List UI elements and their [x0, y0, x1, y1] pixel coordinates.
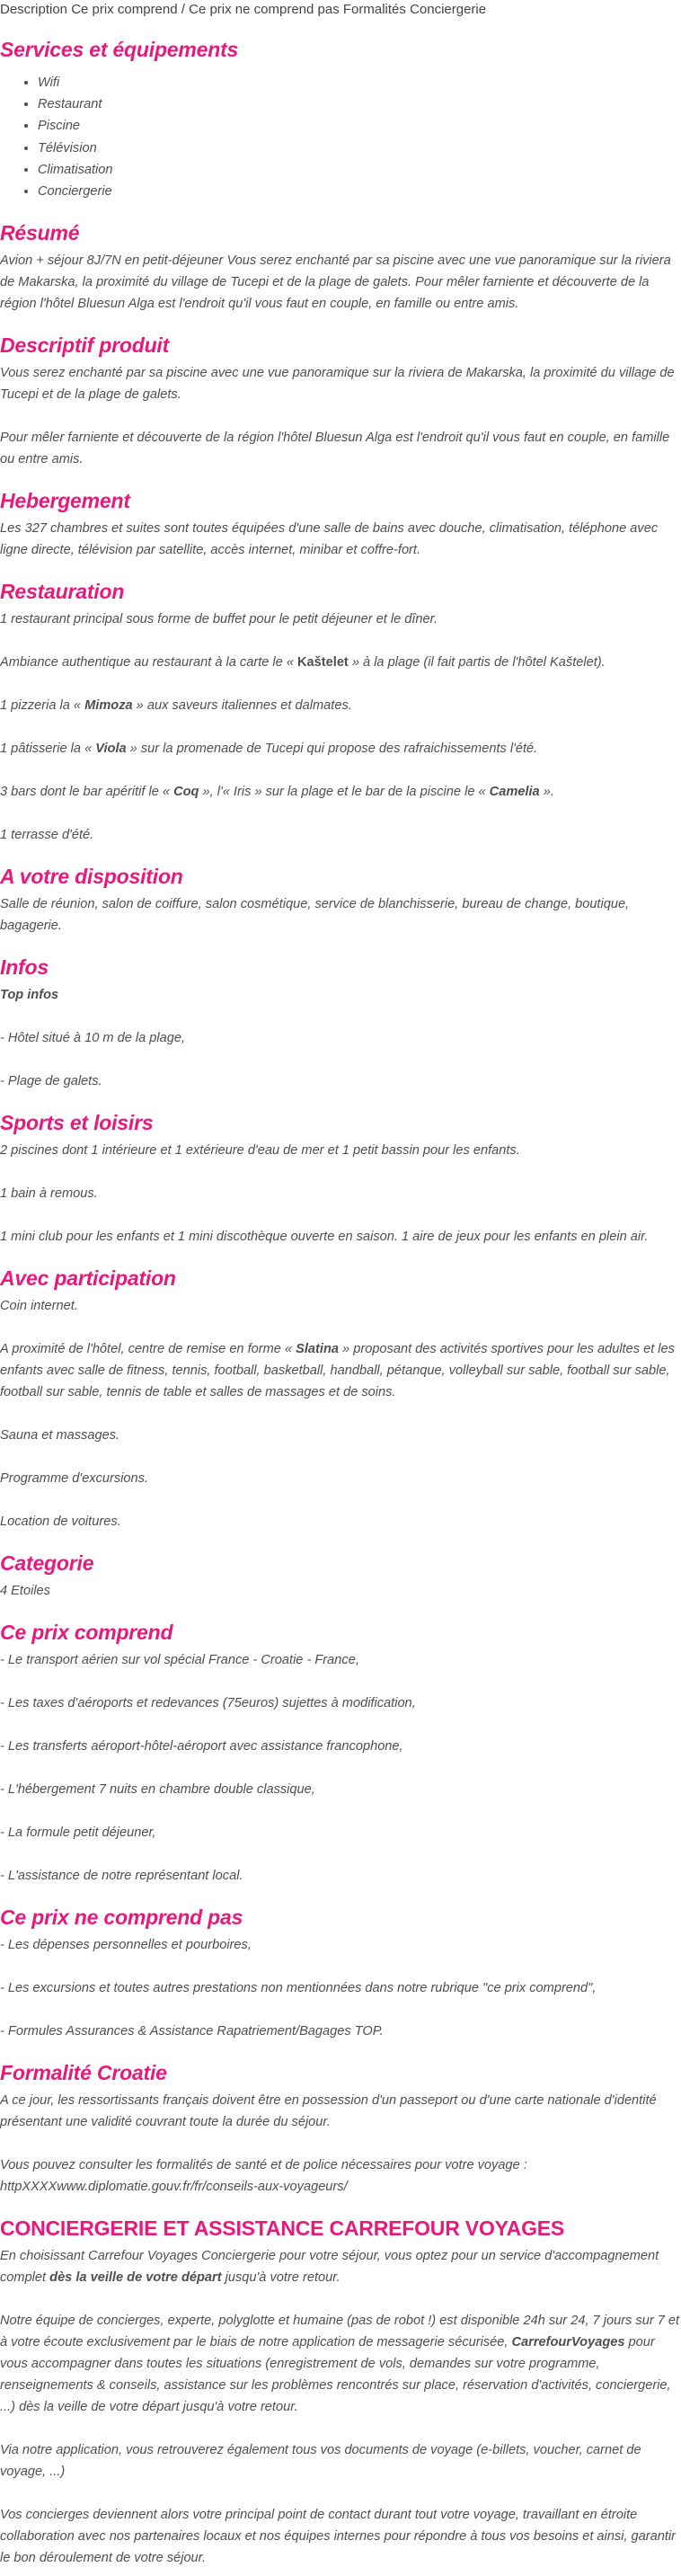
non-comprend-item: - Les dépenses personnelles et pourboires,	[0, 1938, 252, 1953]
comprend-title: Ce prix comprend	[0, 1621, 173, 1645]
bar-name: Camelia	[489, 785, 540, 800]
amenity-item: • Piscine	[38, 115, 681, 137]
tab-prix-comprend[interactable]: Ce prix comprend	[71, 2, 178, 17]
restauration-p1: 1 restaurant principal sous forme de buffet pour le petit déjeuner et le dîner.	[0, 612, 438, 627]
center-name: Slatina	[296, 1342, 339, 1357]
tab-separator: /	[177, 2, 190, 17]
sports-p1: 2 piscines dont 1 intérieure et 1 extérieure d'eau de mer et 1 petit bassin pour les enfants.	[0, 1143, 520, 1159]
non-comprend-title: Ce prix ne comprend pas	[0, 1905, 243, 1930]
restauration-title: Restauration	[0, 580, 125, 604]
restauration-p4	[0, 738, 681, 759]
conciergerie-p2	[0, 2310, 681, 2418]
categorie-text: 4 Etoiles	[0, 1584, 50, 1599]
tab-description[interactable]: Description	[0, 2, 68, 17]
participation-p4: Programme d'excursions.	[0, 1471, 148, 1487]
services-title: Services et équipements	[0, 38, 239, 61]
infos-l1: - Hôtel situé à 10 m de la plage,	[0, 1031, 186, 1046]
amenity-item: • Climatisation	[38, 159, 681, 181]
text-run: ».	[539, 785, 554, 800]
bar-name: Coq	[173, 785, 199, 800]
comprend-item: - Le transport aérien sur vol spécial France - Croatie - France,	[0, 1653, 359, 1668]
text-run: 1 pizzeria la «	[0, 698, 85, 714]
restauration-p3	[0, 695, 681, 716]
comprend-item: - L'assistance de notre représentant local.	[0, 1869, 243, 1884]
text-run: 3 bars dont le bar apéritif le «	[0, 785, 174, 800]
restauration-p5	[0, 781, 681, 803]
hebergement-text: Les 327 chambres et suites sont toutes équipées d'une salle de bains avec douche, climatisation, téléphone avec ligne directe, télévision par satellite, accès internet, minibar et coffre-fort.	[0, 521, 659, 558]
text-run: A proximité de l'hôtel, centre de remise en forme «	[0, 1342, 296, 1357]
resume-text: Avion + séjour 8J/7N en petit-déjeuner Vous serez enchanté par sa piscine avec une vue panoramique sur la riviera de Makarska, la proximité du village de Tucepi et de la plage de galets. Pour mêler farniente et découverte de la région l'hôtel Bluesun Alga est l'endroit qu'il vous faut en couple, en famille ou entre amis.	[0, 253, 671, 312]
conciergerie-p1	[0, 2245, 681, 2288]
descriptif-p1: Vous serez enchanté par sa piscine avec une vue panoramique sur la riviera de Makarska, la proximité du village de Tucepi et de la plage de galets.	[0, 366, 675, 403]
tab-nav	[0, 0, 681, 19]
text-run: jusqu'à votre retour.	[221, 2270, 340, 2286]
comprend-item: - L'hébergement 7 nuits en chambre double classique,	[0, 1782, 315, 1798]
tab-formalites[interactable]: Formalités	[342, 2, 406, 17]
amenity-item: • Conciergerie	[38, 181, 681, 202]
infos-title: Infos	[0, 955, 49, 980]
comprend-item: - La formule petit déjeuner,	[0, 1825, 156, 1841]
restauration-p6: 1 terrasse d'été.	[0, 828, 94, 843]
non-comprend-item: - Formules Assurances & Assistance Rapatriement/Bagages TOP.	[0, 2024, 384, 2039]
text-run: En choisissant Carrefour Voyages Conciergerie pour votre séjour, vous optez pour un service d'accompagnement complet	[0, 2249, 659, 2286]
patisserie-name: Viola	[95, 742, 127, 757]
text-run: pour vous accompagner dans toutes les situations (enregistrement de vols, demandes sur votre programme, renseignements & conseils, assistance sur les problèmes rencontrés sur place, réservation d'activités, conciergerie, ...) dès la veille de votre départ jusqu'à votre retour.	[0, 2335, 671, 2415]
categorie-title: Categorie	[0, 1551, 94, 1576]
app-name: CarrefourVoyages	[511, 2335, 625, 2350]
participation-p5: Location de voitures.	[0, 1515, 121, 1530]
amenity-item: • Restaurant	[38, 93, 681, 115]
participation-title: Avec participation	[0, 1266, 176, 1291]
conciergerie-p4: Vos concierges deviennent alors votre principal point de contact durant tout votre voyage, travaillant en étroite collaboration avec nos partenaires locaux et nos équipes internes pour répondre à tous vos besoins et ainsi, garantir le bon déroulement de votre séjour.	[0, 2508, 677, 2566]
formalite-p2: Vous pouvez consulter les formalités de santé et de police nécessaires pour votre voyage : httpXXXXwww.diplomatie.gouv.fr/fr/conseils-aux-voyageurs/	[0, 2158, 527, 2195]
comprend-item: - Les transferts aéroport-hôtel-aéroport avec assistance francophone,	[0, 1739, 403, 1754]
text-run: » sur la promenade de Tucepi qui propose des rafraichissements l'été.	[126, 742, 538, 757]
text-run: » proposant des activités sportives pour les adultes et les enfants avec salle de fitness, tennis, football, basketball, handball, pétanque, volleyball sur sable, football sur sable, football sur sable, tennis de table et salles de massages et de soins.	[0, 1342, 675, 1400]
restauration-p2	[0, 652, 681, 673]
participation-p1: Coin internet.	[0, 1299, 78, 1314]
tab-prix-non-comprend[interactable]: Ce prix ne comprend pas	[189, 2, 340, 17]
amenity-item: • Télévision	[38, 138, 681, 159]
formalite-title: Formalité Croatie	[0, 2061, 167, 2085]
text-run: 1 pâtisserie la «	[0, 742, 96, 757]
descriptif-title: Descriptif produit	[0, 333, 170, 358]
pizzeria-name: Mimoza	[84, 698, 133, 714]
sports-title: Sports et loisirs	[0, 1111, 154, 1135]
sports-p3: 1 mini club pour les enfants et 1 mini discothèque ouverte en saison. 1 aire de jeux pour les enfants en plein air.	[0, 1230, 649, 1245]
participation-p2	[0, 1338, 681, 1403]
disposition-text: Salle de réunion, salon de coiffure, salon cosmétique, service de blanchisserie, bureau de change, boutique, bagagerie.	[0, 897, 630, 934]
comprend-item: - Les taxes d'aéroports et redevances (75euros) sujettes à modification,	[0, 1696, 416, 1711]
formalite-p1: A ce jour, les ressortissants français doivent être en possession d'un passeport ou d'une carte nationale d'identité présentant une validité couvrant toute la durée du séjour.	[0, 2093, 657, 2130]
text-run: », l'« Iris » sur la plage et le bar de la piscine le «	[199, 785, 490, 800]
text-run: Notre équipe de concierges, experte, polyglotte et humaine (pas de robot !) est disponible 24h sur 24, 7 jours sur 7 et à votre écoute exclusivement par le biais de notre application de messagerie sécurisée,	[0, 2314, 680, 2350]
text-run: Ambiance authentique au restaurant à la carte le «	[0, 655, 298, 671]
restaurant-name: Kaštelet	[297, 655, 349, 671]
conciergerie-title: CONCIERGERIE ET ASSISTANCE CARREFOUR VOYAGES	[0, 2216, 565, 2241]
text-run: » aux saveurs italiennes et dalmates.	[132, 698, 352, 714]
amenities-list	[0, 72, 681, 202]
descriptif-p2: Pour mêler farniente et découverte de la région l'hôtel Bluesun Alga est l'endroit qu'il vous faut en couple, en famille ou entre amis.	[0, 431, 670, 467]
emphasis: dès la veille de votre départ	[49, 2270, 222, 2286]
infos-l2: - Plage de galets.	[0, 1074, 102, 1089]
resume-title: Résumé	[0, 221, 80, 245]
infos-top	[0, 984, 681, 1006]
conciergerie-p3: Via notre application, vous retrouverez également tous vos documents de voyage (e-billets, voucher, carnet de voyage, ...)	[0, 2443, 641, 2480]
amenity-item: • Wifi	[38, 72, 681, 93]
non-comprend-item: - Les excursions et toutes autres prestations non mentionnées dans notre rubrique "ce prix comprend",	[0, 1981, 597, 1996]
sports-p2: 1 bain à remous.	[0, 1186, 98, 1202]
hebergement-title: Hebergement	[0, 489, 130, 513]
participation-p3: Sauna et massages.	[0, 1428, 120, 1443]
tab-conciergerie[interactable]: Conciergerie	[410, 2, 487, 17]
text-run: » à la plage (il fait partis de l'hôtel Kaštelet).	[348, 655, 606, 671]
disposition-title: A votre disposition	[0, 865, 183, 889]
top-infos-label: Top infos	[0, 988, 59, 1003]
